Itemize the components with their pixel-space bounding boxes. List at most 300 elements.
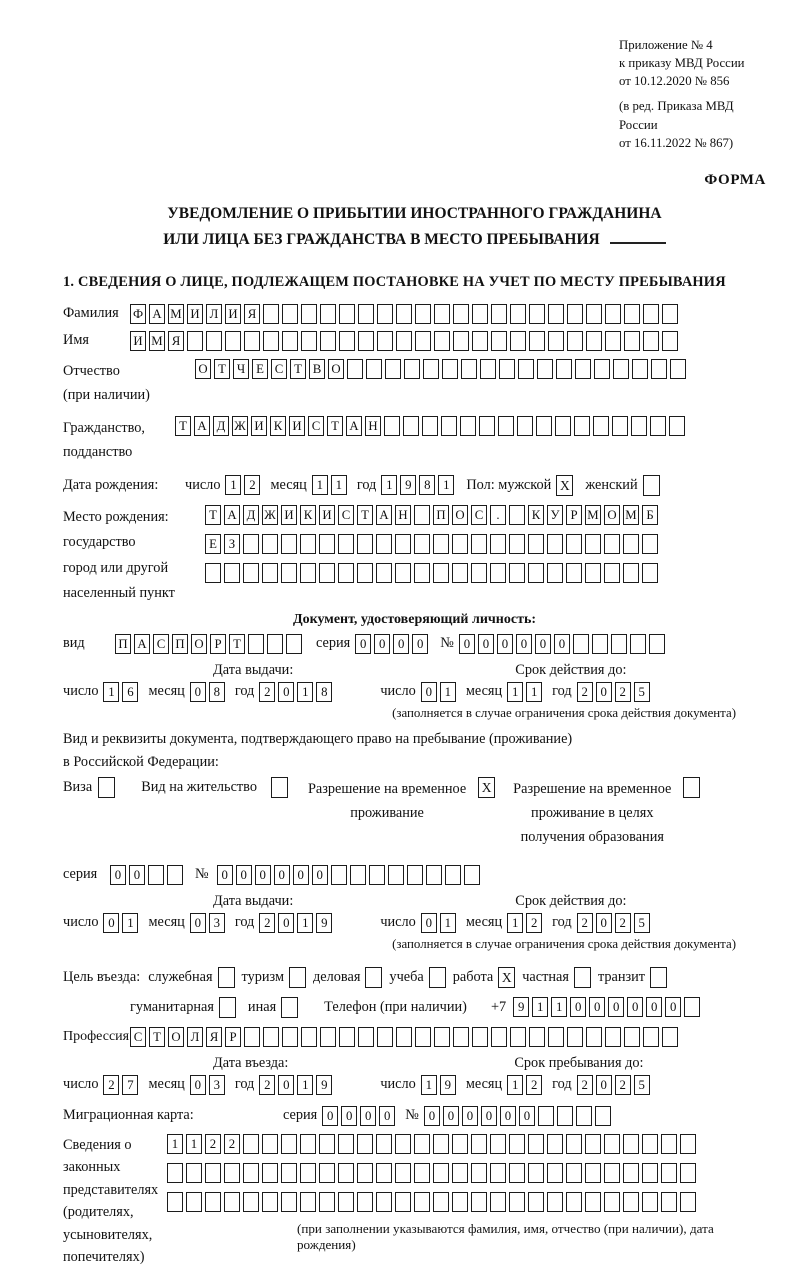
char-cell[interactable]: 0 (554, 634, 570, 654)
char-cell[interactable] (369, 865, 385, 885)
char-cell[interactable] (593, 416, 609, 436)
char-cell[interactable]: 0 (421, 913, 437, 933)
char-cell[interactable] (670, 359, 686, 379)
char-cell[interactable] (517, 416, 533, 436)
char-cell[interactable]: 1 (312, 475, 328, 495)
char-cell[interactable] (575, 359, 591, 379)
char-cell[interactable]: 9 (316, 913, 332, 933)
char-cell[interactable] (594, 359, 610, 379)
char-cell[interactable]: 0 (312, 865, 328, 885)
char-cell[interactable]: 0 (360, 1106, 376, 1126)
char-cell[interactable] (509, 563, 525, 583)
char-cell[interactable] (281, 534, 297, 554)
char-cell[interactable] (225, 331, 241, 351)
char-cell[interactable]: 1 (167, 1134, 183, 1154)
char-cell[interactable]: С (338, 505, 354, 525)
char-cell[interactable] (556, 359, 572, 379)
char-cell[interactable] (376, 534, 392, 554)
residence-permit-checkbox[interactable] (271, 777, 288, 798)
char-cell[interactable] (414, 1163, 430, 1183)
char-cell[interactable]: И (225, 304, 241, 324)
char-cell[interactable]: 2 (205, 1134, 221, 1154)
char-cell[interactable] (262, 534, 278, 554)
char-cell[interactable] (548, 304, 564, 324)
char-cell[interactable] (384, 416, 400, 436)
char-cell[interactable] (623, 1192, 639, 1212)
char-cell[interactable] (490, 534, 506, 554)
char-cell[interactable]: 2 (615, 1075, 631, 1095)
char-cell[interactable]: О (452, 505, 468, 525)
char-cell[interactable]: Ч (233, 359, 249, 379)
char-cell[interactable]: 1 (507, 1075, 523, 1095)
char-cell[interactable] (414, 534, 430, 554)
sex-male-checkbox[interactable]: X (556, 475, 573, 496)
char-cell[interactable]: 0 (570, 997, 586, 1017)
char-cell[interactable] (414, 1192, 430, 1212)
char-cell[interactable]: 0 (236, 865, 252, 885)
char-cell[interactable] (395, 1192, 411, 1212)
char-cell[interactable] (490, 1192, 506, 1212)
char-cell[interactable] (426, 865, 442, 885)
char-cell[interactable] (528, 534, 544, 554)
char-cell[interactable]: А (134, 634, 150, 654)
char-cell[interactable] (441, 416, 457, 436)
char-cell[interactable] (471, 1192, 487, 1212)
char-cell[interactable]: 0 (278, 1075, 294, 1095)
char-cell[interactable] (414, 1134, 430, 1154)
char-cell[interactable]: Т (290, 359, 306, 379)
char-cell[interactable] (300, 1192, 316, 1212)
char-cell[interactable] (464, 865, 480, 885)
char-cell[interactable] (567, 304, 583, 324)
char-cell[interactable] (205, 1163, 221, 1183)
char-cell[interactable] (585, 1163, 601, 1183)
char-cell[interactable]: 1 (297, 682, 313, 702)
char-cell[interactable] (452, 534, 468, 554)
char-cell[interactable] (642, 534, 658, 554)
char-cell[interactable] (472, 1027, 488, 1047)
char-cell[interactable] (331, 865, 347, 885)
char-cell[interactable] (377, 1027, 393, 1047)
char-cell[interactable]: Т (327, 416, 343, 436)
char-cell[interactable] (357, 1192, 373, 1212)
char-cell[interactable] (680, 1134, 696, 1154)
char-cell[interactable] (529, 1027, 545, 1047)
char-cell[interactable] (498, 416, 514, 436)
char-cell[interactable]: И (251, 416, 267, 436)
char-cell[interactable]: 0 (421, 682, 437, 702)
purpose-humanitarian-checkbox[interactable] (219, 997, 236, 1018)
char-cell[interactable]: 0 (519, 1106, 535, 1126)
char-cell[interactable] (548, 1027, 564, 1047)
char-cell[interactable] (263, 304, 279, 324)
char-cell[interactable] (605, 304, 621, 324)
char-cell[interactable]: М (168, 304, 184, 324)
char-cell[interactable]: 0 (516, 634, 532, 654)
char-cell[interactable]: 1 (526, 682, 542, 702)
char-cell[interactable] (262, 1163, 278, 1183)
char-cell[interactable]: 0 (608, 997, 624, 1017)
char-cell[interactable] (566, 534, 582, 554)
char-cell[interactable] (605, 1027, 621, 1047)
char-cell[interactable]: 1 (186, 1134, 202, 1154)
char-cell[interactable]: П (433, 505, 449, 525)
char-cell[interactable]: Д (243, 505, 259, 525)
char-cell[interactable]: 8 (316, 682, 332, 702)
char-cell[interactable]: А (194, 416, 210, 436)
char-cell[interactable] (471, 534, 487, 554)
char-cell[interactable] (442, 359, 458, 379)
char-cell[interactable] (643, 331, 659, 351)
char-cell[interactable]: У (547, 505, 563, 525)
char-cell[interactable] (509, 1192, 525, 1212)
char-cell[interactable] (300, 563, 316, 583)
char-cell[interactable] (388, 865, 404, 885)
char-cell[interactable] (376, 1192, 392, 1212)
char-cell[interactable] (433, 534, 449, 554)
char-cell[interactable] (472, 331, 488, 351)
char-cell[interactable] (244, 1027, 260, 1047)
char-cell[interactable]: 1 (297, 913, 313, 933)
char-cell[interactable]: С (471, 505, 487, 525)
char-cell[interactable] (407, 865, 423, 885)
char-cell[interactable] (642, 1134, 658, 1154)
char-cell[interactable] (684, 997, 700, 1017)
char-cell[interactable]: С (308, 416, 324, 436)
char-cell[interactable] (528, 1163, 544, 1183)
char-cell[interactable] (148, 865, 164, 885)
char-cell[interactable]: 0 (481, 1106, 497, 1126)
char-cell[interactable] (490, 563, 506, 583)
char-cell[interactable] (186, 1192, 202, 1212)
char-cell[interactable]: 0 (459, 634, 475, 654)
char-cell[interactable] (320, 1027, 336, 1047)
char-cell[interactable]: 0 (627, 997, 643, 1017)
char-cell[interactable]: 2 (103, 1075, 119, 1095)
char-cell[interactable] (338, 563, 354, 583)
char-cell[interactable] (414, 563, 430, 583)
char-cell[interactable] (624, 331, 640, 351)
char-cell[interactable]: 0 (190, 682, 206, 702)
char-cell[interactable]: Р (566, 505, 582, 525)
char-cell[interactable] (263, 1027, 279, 1047)
char-cell[interactable]: 1 (507, 913, 523, 933)
char-cell[interactable] (404, 359, 420, 379)
char-cell[interactable] (358, 331, 374, 351)
char-cell[interactable] (662, 1027, 678, 1047)
char-cell[interactable] (453, 331, 469, 351)
char-cell[interactable] (300, 534, 316, 554)
purpose-transit-checkbox[interactable] (650, 967, 667, 988)
char-cell[interactable] (529, 331, 545, 351)
char-cell[interactable] (612, 416, 628, 436)
char-cell[interactable] (662, 331, 678, 351)
char-cell[interactable] (243, 563, 259, 583)
char-cell[interactable]: Я (244, 304, 260, 324)
char-cell[interactable]: Н (395, 505, 411, 525)
char-cell[interactable]: 0 (589, 997, 605, 1017)
char-cell[interactable]: 0 (596, 913, 612, 933)
char-cell[interactable] (433, 1134, 449, 1154)
char-cell[interactable]: Т (229, 634, 245, 654)
char-cell[interactable] (623, 534, 639, 554)
char-cell[interactable]: И (289, 416, 305, 436)
char-cell[interactable]: К (300, 505, 316, 525)
char-cell[interactable]: 1 (331, 475, 347, 495)
char-cell[interactable] (206, 331, 222, 351)
char-cell[interactable] (585, 534, 601, 554)
char-cell[interactable] (434, 1027, 450, 1047)
char-cell[interactable] (491, 331, 507, 351)
char-cell[interactable] (205, 1192, 221, 1212)
char-cell[interactable]: 2 (224, 1134, 240, 1154)
char-cell[interactable] (604, 1134, 620, 1154)
char-cell[interactable]: 2 (259, 1075, 275, 1095)
char-cell[interactable] (490, 1134, 506, 1154)
char-cell[interactable] (480, 359, 496, 379)
purpose-other-checkbox[interactable] (281, 997, 298, 1018)
char-cell[interactable] (243, 1163, 259, 1183)
char-cell[interactable] (605, 331, 621, 351)
sex-female-checkbox[interactable] (643, 475, 660, 496)
char-cell[interactable]: 0 (379, 1106, 395, 1126)
char-cell[interactable] (613, 359, 629, 379)
char-cell[interactable]: Ж (262, 505, 278, 525)
char-cell[interactable] (491, 304, 507, 324)
char-cell[interactable] (490, 1163, 506, 1183)
char-cell[interactable] (585, 1134, 601, 1154)
char-cell[interactable]: 2 (526, 913, 542, 933)
char-cell[interactable]: 0 (190, 1075, 206, 1095)
char-cell[interactable]: Ф (130, 304, 146, 324)
char-cell[interactable]: 1 (381, 475, 397, 495)
char-cell[interactable] (547, 1134, 563, 1154)
char-cell[interactable] (548, 331, 564, 351)
char-cell[interactable] (243, 1192, 259, 1212)
char-cell[interactable]: 0 (462, 1106, 478, 1126)
char-cell[interactable]: 2 (577, 682, 593, 702)
char-cell[interactable] (301, 331, 317, 351)
char-cell[interactable] (510, 331, 526, 351)
char-cell[interactable] (471, 1134, 487, 1154)
char-cell[interactable] (528, 1192, 544, 1212)
char-cell[interactable] (586, 1027, 602, 1047)
char-cell[interactable]: 9 (316, 1075, 332, 1095)
char-cell[interactable]: 2 (615, 913, 631, 933)
char-cell[interactable] (357, 563, 373, 583)
char-cell[interactable] (376, 1163, 392, 1183)
char-cell[interactable] (509, 505, 525, 525)
char-cell[interactable] (357, 1163, 373, 1183)
char-cell[interactable] (536, 416, 552, 436)
char-cell[interactable] (650, 416, 666, 436)
char-cell[interactable] (623, 563, 639, 583)
char-cell[interactable] (376, 1134, 392, 1154)
char-cell[interactable] (403, 416, 419, 436)
char-cell[interactable] (624, 1027, 640, 1047)
rvp-checkbox[interactable]: X (478, 777, 495, 798)
char-cell[interactable]: Р (210, 634, 226, 654)
char-cell[interactable] (573, 634, 589, 654)
char-cell[interactable]: К (528, 505, 544, 525)
char-cell[interactable]: 1 (551, 997, 567, 1017)
purpose-official-checkbox[interactable] (218, 967, 235, 988)
purpose-business-checkbox[interactable] (365, 967, 382, 988)
char-cell[interactable] (643, 1027, 659, 1047)
char-cell[interactable] (224, 1192, 240, 1212)
char-cell[interactable]: А (376, 505, 392, 525)
char-cell[interactable]: 1 (440, 913, 456, 933)
char-cell[interactable]: 0 (129, 865, 145, 885)
char-cell[interactable]: 7 (122, 1075, 138, 1095)
char-cell[interactable] (167, 865, 183, 885)
char-cell[interactable]: О (604, 505, 620, 525)
char-cell[interactable] (642, 1163, 658, 1183)
char-cell[interactable]: 0 (355, 634, 371, 654)
char-cell[interactable]: И (319, 505, 335, 525)
purpose-tourism-checkbox[interactable] (289, 967, 306, 988)
char-cell[interactable] (604, 563, 620, 583)
char-cell[interactable]: 0 (424, 1106, 440, 1126)
char-cell[interactable]: 0 (500, 1106, 516, 1126)
char-cell[interactable] (300, 1163, 316, 1183)
char-cell[interactable] (396, 1027, 412, 1047)
char-cell[interactable] (244, 331, 260, 351)
char-cell[interactable] (434, 304, 450, 324)
char-cell[interactable]: 0 (393, 634, 409, 654)
char-cell[interactable]: 6 (122, 682, 138, 702)
char-cell[interactable]: 1 (421, 1075, 437, 1095)
char-cell[interactable] (662, 304, 678, 324)
char-cell[interactable] (510, 1027, 526, 1047)
char-cell[interactable] (585, 1192, 601, 1212)
char-cell[interactable] (471, 563, 487, 583)
char-cell[interactable] (433, 1163, 449, 1183)
char-cell[interactable] (566, 1134, 582, 1154)
char-cell[interactable] (319, 1192, 335, 1212)
char-cell[interactable] (338, 1163, 354, 1183)
char-cell[interactable] (586, 304, 602, 324)
char-cell[interactable] (281, 563, 297, 583)
char-cell[interactable] (243, 1134, 259, 1154)
char-cell[interactable] (347, 359, 363, 379)
char-cell[interactable]: 8 (419, 475, 435, 495)
char-cell[interactable] (396, 304, 412, 324)
char-cell[interactable]: С (130, 1027, 146, 1047)
char-cell[interactable]: 9 (440, 1075, 456, 1095)
char-cell[interactable]: 2 (615, 682, 631, 702)
char-cell[interactable]: Т (214, 359, 230, 379)
char-cell[interactable]: Т (357, 505, 373, 525)
char-cell[interactable] (445, 865, 461, 885)
char-cell[interactable]: . (490, 505, 506, 525)
char-cell[interactable]: 1 (103, 682, 119, 702)
char-cell[interactable]: 0 (596, 682, 612, 702)
char-cell[interactable]: К (270, 416, 286, 436)
char-cell[interactable]: 0 (110, 865, 126, 885)
char-cell[interactable]: 1 (297, 1075, 313, 1095)
char-cell[interactable] (631, 416, 647, 436)
char-cell[interactable] (338, 1192, 354, 1212)
char-cell[interactable]: Б (642, 505, 658, 525)
char-cell[interactable] (557, 1106, 573, 1126)
char-cell[interactable]: 0 (255, 865, 271, 885)
char-cell[interactable]: Т (205, 505, 221, 525)
char-cell[interactable]: А (224, 505, 240, 525)
char-cell[interactable] (357, 1134, 373, 1154)
char-cell[interactable]: 0 (190, 913, 206, 933)
char-cell[interactable]: 5 (634, 1075, 650, 1095)
char-cell[interactable]: С (271, 359, 287, 379)
char-cell[interactable] (651, 359, 667, 379)
char-cell[interactable]: 8 (209, 682, 225, 702)
char-cell[interactable] (461, 359, 477, 379)
char-cell[interactable]: 0 (443, 1106, 459, 1126)
char-cell[interactable] (319, 1134, 335, 1154)
char-cell[interactable] (680, 1192, 696, 1212)
char-cell[interactable] (604, 1192, 620, 1212)
char-cell[interactable] (395, 563, 411, 583)
char-cell[interactable]: 0 (278, 913, 294, 933)
char-cell[interactable]: А (149, 304, 165, 324)
char-cell[interactable] (282, 331, 298, 351)
char-cell[interactable]: А (346, 416, 362, 436)
char-cell[interactable] (509, 1163, 525, 1183)
char-cell[interactable] (566, 563, 582, 583)
char-cell[interactable] (680, 1163, 696, 1183)
char-cell[interactable]: 0 (341, 1106, 357, 1126)
char-cell[interactable] (357, 534, 373, 554)
char-cell[interactable]: С (153, 634, 169, 654)
char-cell[interactable] (576, 1106, 592, 1126)
char-cell[interactable] (262, 563, 278, 583)
char-cell[interactable] (566, 1163, 582, 1183)
char-cell[interactable]: О (195, 359, 211, 379)
visa-checkbox[interactable] (98, 777, 115, 798)
char-cell[interactable] (282, 304, 298, 324)
char-cell[interactable]: П (172, 634, 188, 654)
char-cell[interactable]: 5 (634, 913, 650, 933)
char-cell[interactable]: 0 (412, 634, 428, 654)
char-cell[interactable]: Д (213, 416, 229, 436)
char-cell[interactable] (415, 331, 431, 351)
char-cell[interactable] (471, 1163, 487, 1183)
char-cell[interactable] (339, 304, 355, 324)
char-cell[interactable] (649, 634, 665, 654)
char-cell[interactable] (510, 304, 526, 324)
char-cell[interactable]: 0 (497, 634, 513, 654)
char-cell[interactable]: 0 (293, 865, 309, 885)
char-cell[interactable] (611, 634, 627, 654)
char-cell[interactable]: 2 (259, 913, 275, 933)
char-cell[interactable] (167, 1192, 183, 1212)
char-cell[interactable]: Т (149, 1027, 165, 1047)
char-cell[interactable]: Р (225, 1027, 241, 1047)
char-cell[interactable] (452, 563, 468, 583)
char-cell[interactable]: М (623, 505, 639, 525)
char-cell[interactable]: 2 (577, 913, 593, 933)
char-cell[interactable]: 0 (646, 997, 662, 1017)
char-cell[interactable] (452, 1192, 468, 1212)
char-cell[interactable]: 1 (438, 475, 454, 495)
char-cell[interactable] (528, 563, 544, 583)
char-cell[interactable] (395, 1134, 411, 1154)
char-cell[interactable] (479, 416, 495, 436)
char-cell[interactable] (434, 331, 450, 351)
char-cell[interactable] (528, 1134, 544, 1154)
char-cell[interactable]: 5 (634, 682, 650, 702)
char-cell[interactable] (224, 563, 240, 583)
